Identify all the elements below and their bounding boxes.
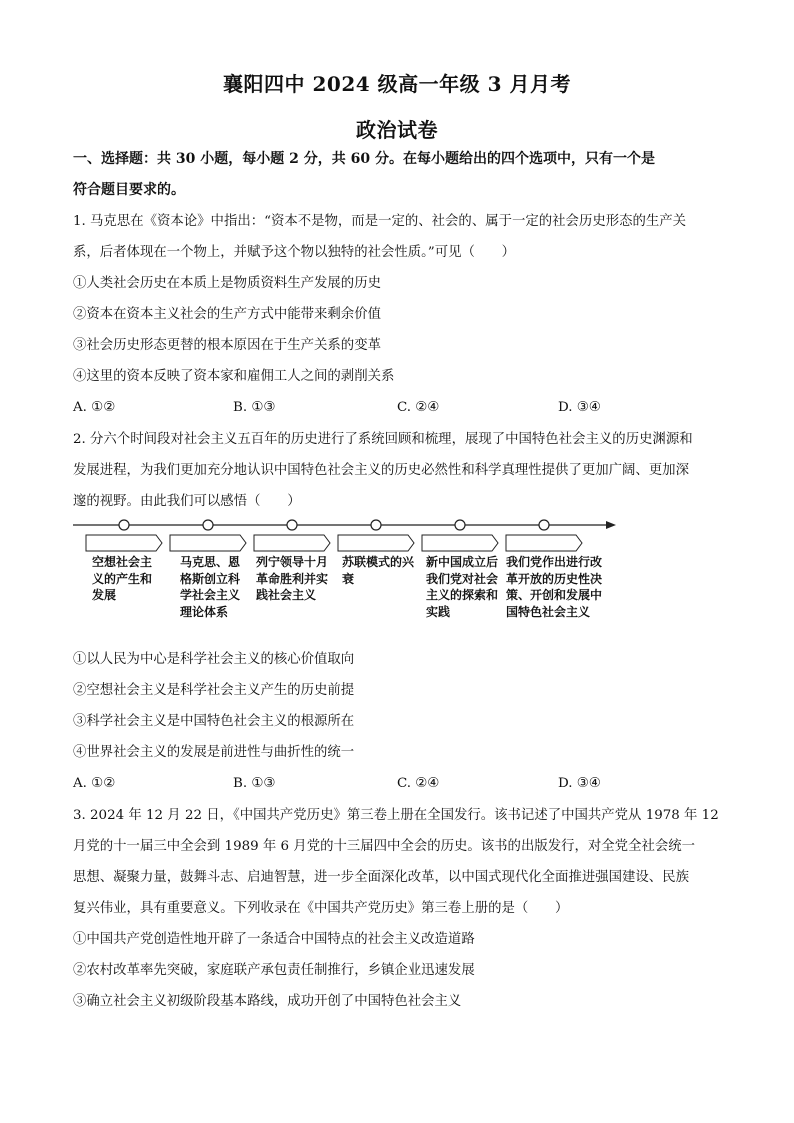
q1-option-c[interactable]: C. ②④: [397, 400, 440, 415]
timeline-node: [371, 520, 381, 530]
q1-item: ②资本在资本主义社会的生产方式中能带来剩余价值: [73, 307, 381, 322]
q1-item: ①人类社会历史在本质上是物质资料生产发展的历史: [73, 276, 381, 291]
q1-stem-line-2: 系，后者体现在一个物上，并赋予这个物以独特的社会性质。”可见（ ）: [73, 245, 516, 260]
q3-stem-line-1: 3. 2024 年 12 月 22 日，《中国共产党历史》第三卷上册在全国发行。该书记述了中国共产党从 1978 年 12: [73, 808, 719, 823]
q1-item: ④这里的资本反映了资本家和雇佣工人之间的剥削关系: [73, 369, 395, 384]
section-heading-line-1: 一、选择题：共 30 小题，每小题 2 分，共 60 分。在每小题给出的四个选项中，只有一个是: [73, 151, 655, 167]
q1-option-a[interactable]: A. ①②: [73, 400, 116, 415]
timeline-node: [455, 520, 465, 530]
timeline-node: [539, 520, 549, 530]
timeline-arrow-box: [422, 535, 498, 551]
q2-stem-line-2: 发展进程，为我们更加充分地认识中国特色社会主义的历史必然性和科学真理性提供了更加广阔、更加深: [73, 463, 689, 478]
timeline-arrow-icon: [606, 521, 616, 529]
q3-item: ①中国共产党创造性地开辟了一条适合中国特点的社会主义改造道路: [73, 932, 475, 947]
q2-stem-line-1: 2. 分六个时间段对社会主义五百年的历史进行了系统回顾和梳理，展现了中国特色社会主义的历史渊源和: [73, 432, 693, 447]
timeline-arrow-box: [86, 535, 162, 551]
timeline-node: [119, 520, 129, 530]
timeline-label-3: 列宁领导十月革命胜利并实践社会主义: [256, 555, 329, 602]
q3-stem-line-4: 复兴伟业，具有重要意义。下列收录在《中国共产党历史》第三卷上册的是（ ）: [73, 901, 569, 916]
timeline-arrow-box: [506, 535, 582, 551]
q3-item: ②农村改革率先突破，家庭联产承包责任制推行，乡镇企业迅速发展: [73, 963, 475, 978]
exam-title: 襄阳四中 2024 级高一年级 3 月月考: [223, 72, 571, 96]
q2-item: ④世界社会主义的发展是前进性与曲折性的统一: [73, 745, 355, 760]
timeline-arrow-box: [254, 535, 330, 551]
timeline-arrow-box: [338, 535, 414, 551]
q2-option-c[interactable]: C. ②④: [397, 776, 440, 791]
timeline-node: [287, 520, 297, 530]
q2-item: ③科学社会主义是中国特色社会主义的根源所在: [73, 714, 355, 729]
q2-item: ①以人民为中心是科学社会主义的核心价值取向: [73, 652, 355, 667]
timeline-arrow-box: [170, 535, 246, 551]
q2-stem-line-3: 邃的视野。由此我们可以感悟（ ）: [73, 494, 301, 509]
q2-option-d[interactable]: D. ③④: [558, 776, 601, 791]
timeline-label-5: 新中国成立后我们党对社会主义的探索和实践: [426, 555, 499, 619]
timeline-label-6: 我们党作出进行改革开放的历史性决策、开创和发展中国特色社会主义: [506, 555, 603, 619]
q3-stem-line-2: 月党的十一届三中全会到 1989 年 6 月党的十三届四中全会的历史。该书的出版发行，对全党全社会统一: [73, 839, 696, 854]
q1-item: ③社会历史形态更替的根本原因在于生产关系的变革: [73, 338, 381, 353]
timeline-node: [203, 520, 213, 530]
q2-option-a[interactable]: A. ①②: [73, 776, 116, 791]
q1-option-d[interactable]: D. ③④: [558, 400, 601, 415]
timeline-label-4: 苏联模式的兴衰: [342, 555, 415, 586]
timeline-label-1: 空想社会主义的产生和发展: [92, 555, 153, 602]
q3-item: ③确立社会主义初级阶段基本路线，成功开创了中国特色社会主义: [73, 994, 462, 1009]
q2-item: ②空想社会主义是科学社会主义产生的历史前提: [73, 683, 355, 698]
exam-subtitle: 政治试卷: [356, 118, 438, 142]
q1-option-b[interactable]: B. ①③: [233, 400, 276, 415]
q2-option-b[interactable]: B. ①③: [233, 776, 276, 791]
timeline-label-2: 马克思、恩格斯创立科学社会主义理论体系: [180, 555, 241, 619]
timeline-arrow-boxes: [86, 535, 582, 551]
q3-stem-line-3: 思想、凝聚力量，鼓舞斗志、启迪智慧，进一步全面深化改革，以中国式现代化全面推进强国建设、民族: [73, 870, 689, 885]
section-heading-line-2: 符合题目要求的。: [73, 182, 185, 198]
q1-stem-line-1: 1. 马克思在《资本论》中指出：“资本不是物，而是一定的、社会的、属于一定的社会历史形态的生产关: [73, 214, 687, 229]
